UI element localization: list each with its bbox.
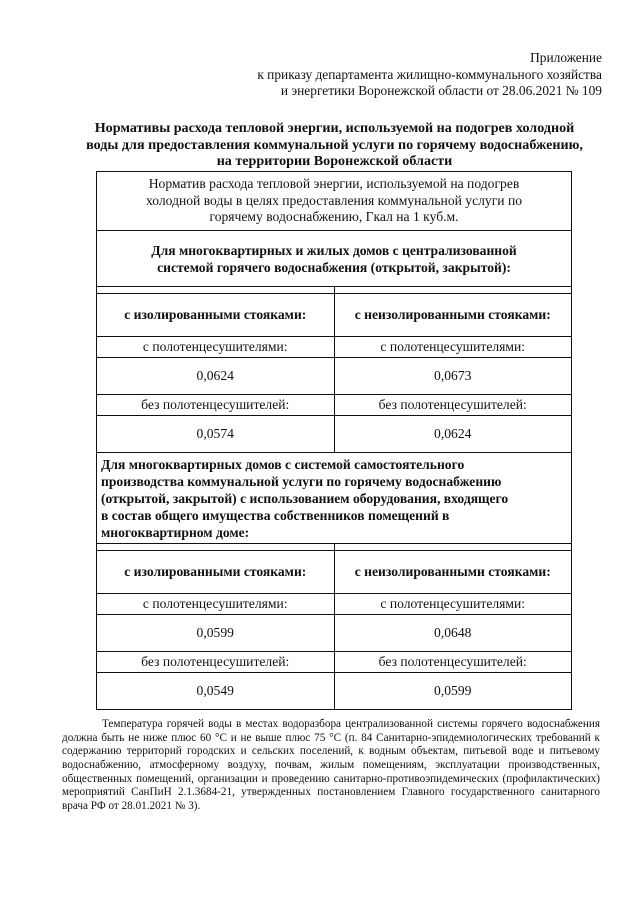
group2-without-towel-caption-row: [97, 652, 572, 673]
group2-line-1: Для многоквартирных домов с системой самостоятельного: [101, 456, 465, 472]
header-line-1: Норматив расхода тепловой энергии, используемой на подогрев: [148, 176, 520, 192]
group1-nonisolated-without-towel-value: 0,0624: [334, 416, 572, 453]
group2-isolated-header: с изолированными стояками:: [97, 551, 335, 594]
appendix-header: [182, 50, 602, 100]
group2-title-row: [97, 453, 572, 544]
group2-isolated-without-towel-label: без полотенцесушителей:: [97, 652, 335, 673]
group2-isolated-without-towel-value: 0,0549: [97, 673, 335, 710]
group1-line-1: Для многоквартирных и жилых домов с централизованной: [151, 242, 517, 258]
group1-nonisolated-with-towel-label: с полотенцесушителями:: [334, 337, 572, 358]
title-line-2: воды для предоставления коммунальной услуги по горячему водоснабжению,: [86, 136, 583, 153]
group2-line-3: (открытой, закрытой) с использованием оборудования, входящего: [101, 490, 509, 506]
group2-title-cell: [97, 453, 572, 544]
spacer-cell: [334, 287, 572, 294]
group1-with-towel-caption-row: [97, 337, 572, 358]
group2-line-5: многоквартирном доме:: [101, 524, 250, 540]
document-title: [62, 120, 607, 170]
header-line-3: горячему водоснабжению, Гкал на 1 куб.м.: [209, 209, 459, 225]
appendix-order-line: к приказу департамента жилищно-коммунального хозяйства: [257, 66, 602, 82]
group1-isolated-without-towel-value: 0,0574: [97, 416, 335, 453]
group1-without-towel-values-row: [97, 416, 572, 453]
group1-title-row: [97, 231, 572, 287]
table-header-row: [97, 172, 572, 231]
spacer-cell: [97, 544, 335, 551]
group1-isolated-with-towel-label: с полотенцесушителями:: [97, 337, 335, 358]
norms-table: [96, 171, 572, 710]
group1-with-towel-values-row: [97, 358, 572, 395]
appendix-order-date: и энергетики Воронежской области от 28.06.2021 № 109: [280, 83, 602, 98]
group2-line-4: в состав общего имущества собственников помещений в: [101, 507, 450, 523]
group2-with-towel-caption-row: [97, 594, 572, 615]
group1-isolated-with-towel-value: 0,0624: [97, 358, 335, 395]
group2-nonisolated-with-towel-label: с полотенцесушителями:: [334, 594, 572, 615]
appendix-label: Приложение: [530, 50, 602, 65]
group1-nonisolated-header: с неизолированными стояками:: [334, 294, 572, 337]
group1-nonisolated-with-towel-value: 0,0673: [334, 358, 572, 395]
group2-subheader-row: [97, 551, 572, 594]
group1-without-towel-caption-row: [97, 395, 572, 416]
temperature-note: Температура горячей воды в местах водоразбора централизованной системы горячего водоснабжения должна быть не ниже плюс 60 °С и не выше плюс 75 °С (п. 84 Санитарно-эпидемиологических требований к содержанию территорий городских и сельских поселений, к водным объектам, питьевой воде и питьевому водоснабжению, атмосферному воздуху, почвам, жилым помещениям, эксплуатации производственных, общественных помещений, организации и проведению санитарно-противоэпидемических (профилактических) мероприятий СанПиН 2.1.3684-21, утвержденных постановлением Главного государственного санитарного врача РФ от 28.01.2021 № 3).: [62, 718, 600, 812]
group1-title-cell: [97, 231, 572, 287]
group2-line-2: производства коммунальной услуги по горячему водоснабжению: [101, 473, 502, 489]
group1-isolated-without-towel-label: без полотенцесушителей:: [97, 395, 335, 416]
group1-nonisolated-without-towel-label: без полотенцесушителей:: [334, 395, 572, 416]
group2-nonisolated-without-towel-label: без полотенцесушителей:: [334, 652, 572, 673]
spacer-cell: [97, 287, 335, 294]
group2-nonisolated-without-towel-value: 0,0599: [334, 673, 572, 710]
spacer-row: [97, 287, 572, 294]
spacer-cell: [334, 544, 572, 551]
group2-isolated-with-towel-label: с полотенцесушителями:: [97, 594, 335, 615]
group2-nonisolated-with-towel-value: 0,0648: [334, 615, 572, 652]
spacer-row: [97, 544, 572, 551]
group2-isolated-with-towel-value: 0,0599: [97, 615, 335, 652]
table-header-cell: [97, 172, 572, 231]
group1-isolated-header: с изолированными стояками:: [97, 294, 335, 337]
group2-without-towel-values-row: [97, 673, 572, 710]
group1-line-2: системой горячего водоснабжения (открытой, закрытой):: [157, 259, 511, 275]
title-line-3: на территории Воронежской области: [216, 153, 453, 170]
title-line-1: Нормативы расхода тепловой энергии, используемой на подогрев холодной: [94, 120, 575, 136]
group2-nonisolated-header: с неизолированными стояками:: [334, 551, 572, 594]
group2-with-towel-values-row: [97, 615, 572, 652]
group1-subheader-row: [97, 294, 572, 337]
header-line-2: холодной воды в целях предоставления коммунальной услуги по: [145, 192, 523, 208]
